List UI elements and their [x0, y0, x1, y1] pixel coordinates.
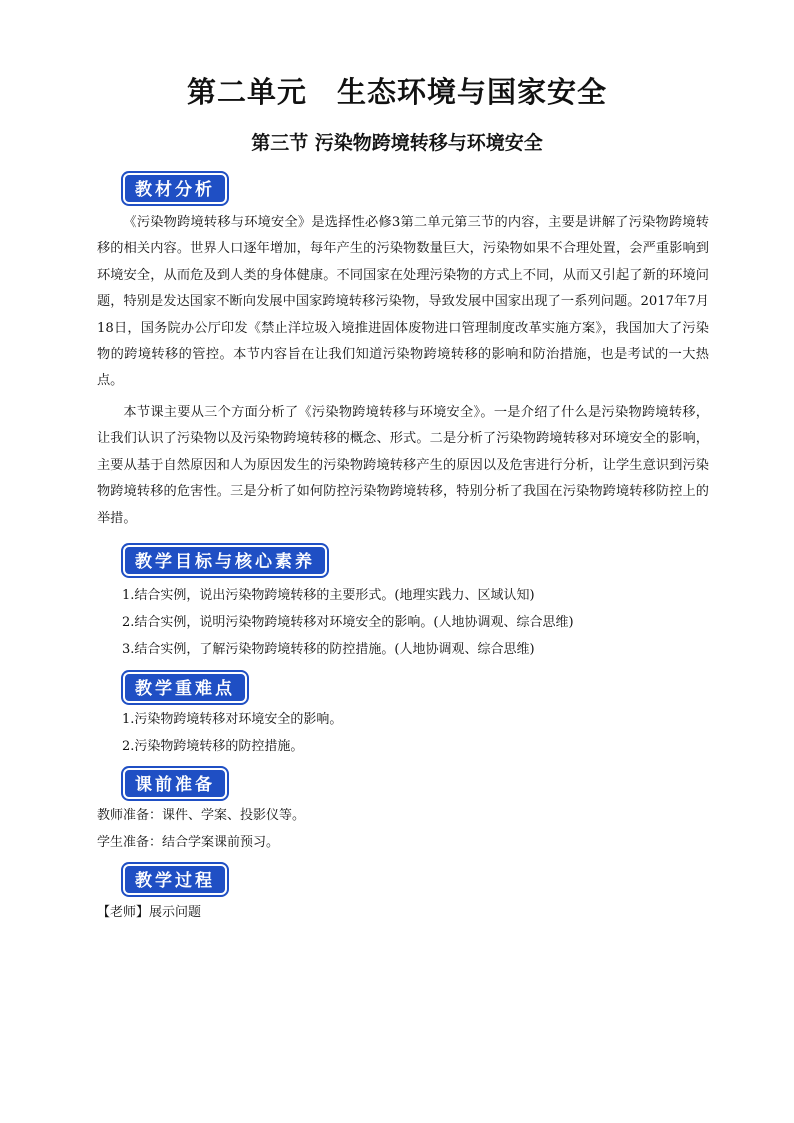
analysis-paragraph-1: 《污染物跨境转移与环境安全》是选择性必修3第二单元第三节的内容，主要是讲解了污染物跨境转移的相关内容。世界人口逐年增加，每年产生的污染物数量巨大，污染物如果不合理处置，会严重影响到环境安全，从而危及到人类的身体健康。不同国家在处理污染物的方式上不同，从而又引起了新的环境问题，特别是发达国家不断向发展中国家跨境转移污染物，导致发展中国家出现了一系列问题。2017年7月18日，国务院办公厅印发《禁止洋垃圾入境推进固体废物进口管理制度改革实施方案》，我国加大了污染物的跨境转移的管控。本节内容旨在让我们知道污染物跨境转移的影响和防治措施，也是考试的一大热点。 [97, 215, 709, 389]
goals-heading-badge: 教学目标与核心素养 [123, 545, 327, 576]
preparation-student: 学生准备：结合学案课前预习。 [97, 835, 280, 850]
preparation-heading-badge: 课前准备 [123, 768, 227, 799]
document-title: 第二单元 生态环境与国家安全 [186, 75, 607, 109]
analysis-paragraph-2: 本节课主要从三个方面分析了《污染物跨境转移与环境安全》。一是介绍了什么是污染物跨境转移，让我们认识了污染物以及污染物跨境转移的概念、形式。二是分析了污染物跨境转移对环境安全的影响，主要从基于自然原因和人为原因发生的污染物跨境转移产生的原因以及危害进行分析，让学生意识到污染物跨境转移的危害性。三是分析了如何防控污染物跨境转移，特别分析了我国在污染物跨境转移防控上的举措。 [97, 405, 709, 526]
process-teacher-question: 【老师】展示问题 [97, 905, 202, 920]
key-point-item-1: 1.污染物跨境转移对环境安全的影响。 [122, 712, 343, 727]
analysis-heading-badge: 教材分析 [123, 173, 227, 204]
section-subtitle: 第三节 污染物跨境转移与环境安全 [251, 132, 543, 154]
goal-item-1: 1.结合实例，说出污染物跨境转移的主要形式。(地理实践力、区域认知) [122, 588, 535, 603]
goal-item-2: 2.结合实例，说明污染物跨境转移对环境安全的影响。(人地协调观、综合思维) [122, 615, 574, 630]
key-point-item-2: 2.污染物跨境转移的防控措施。 [122, 739, 304, 754]
key-points-heading-badge: 教学重难点 [123, 672, 247, 703]
goal-item-3: 3.结合实例，了解污染物跨境转移的防控措施。(人地协调观、综合思维) [122, 642, 535, 657]
preparation-teacher: 教师准备：课件、学案、投影仪等。 [97, 808, 306, 823]
process-heading-badge: 教学过程 [123, 864, 227, 895]
